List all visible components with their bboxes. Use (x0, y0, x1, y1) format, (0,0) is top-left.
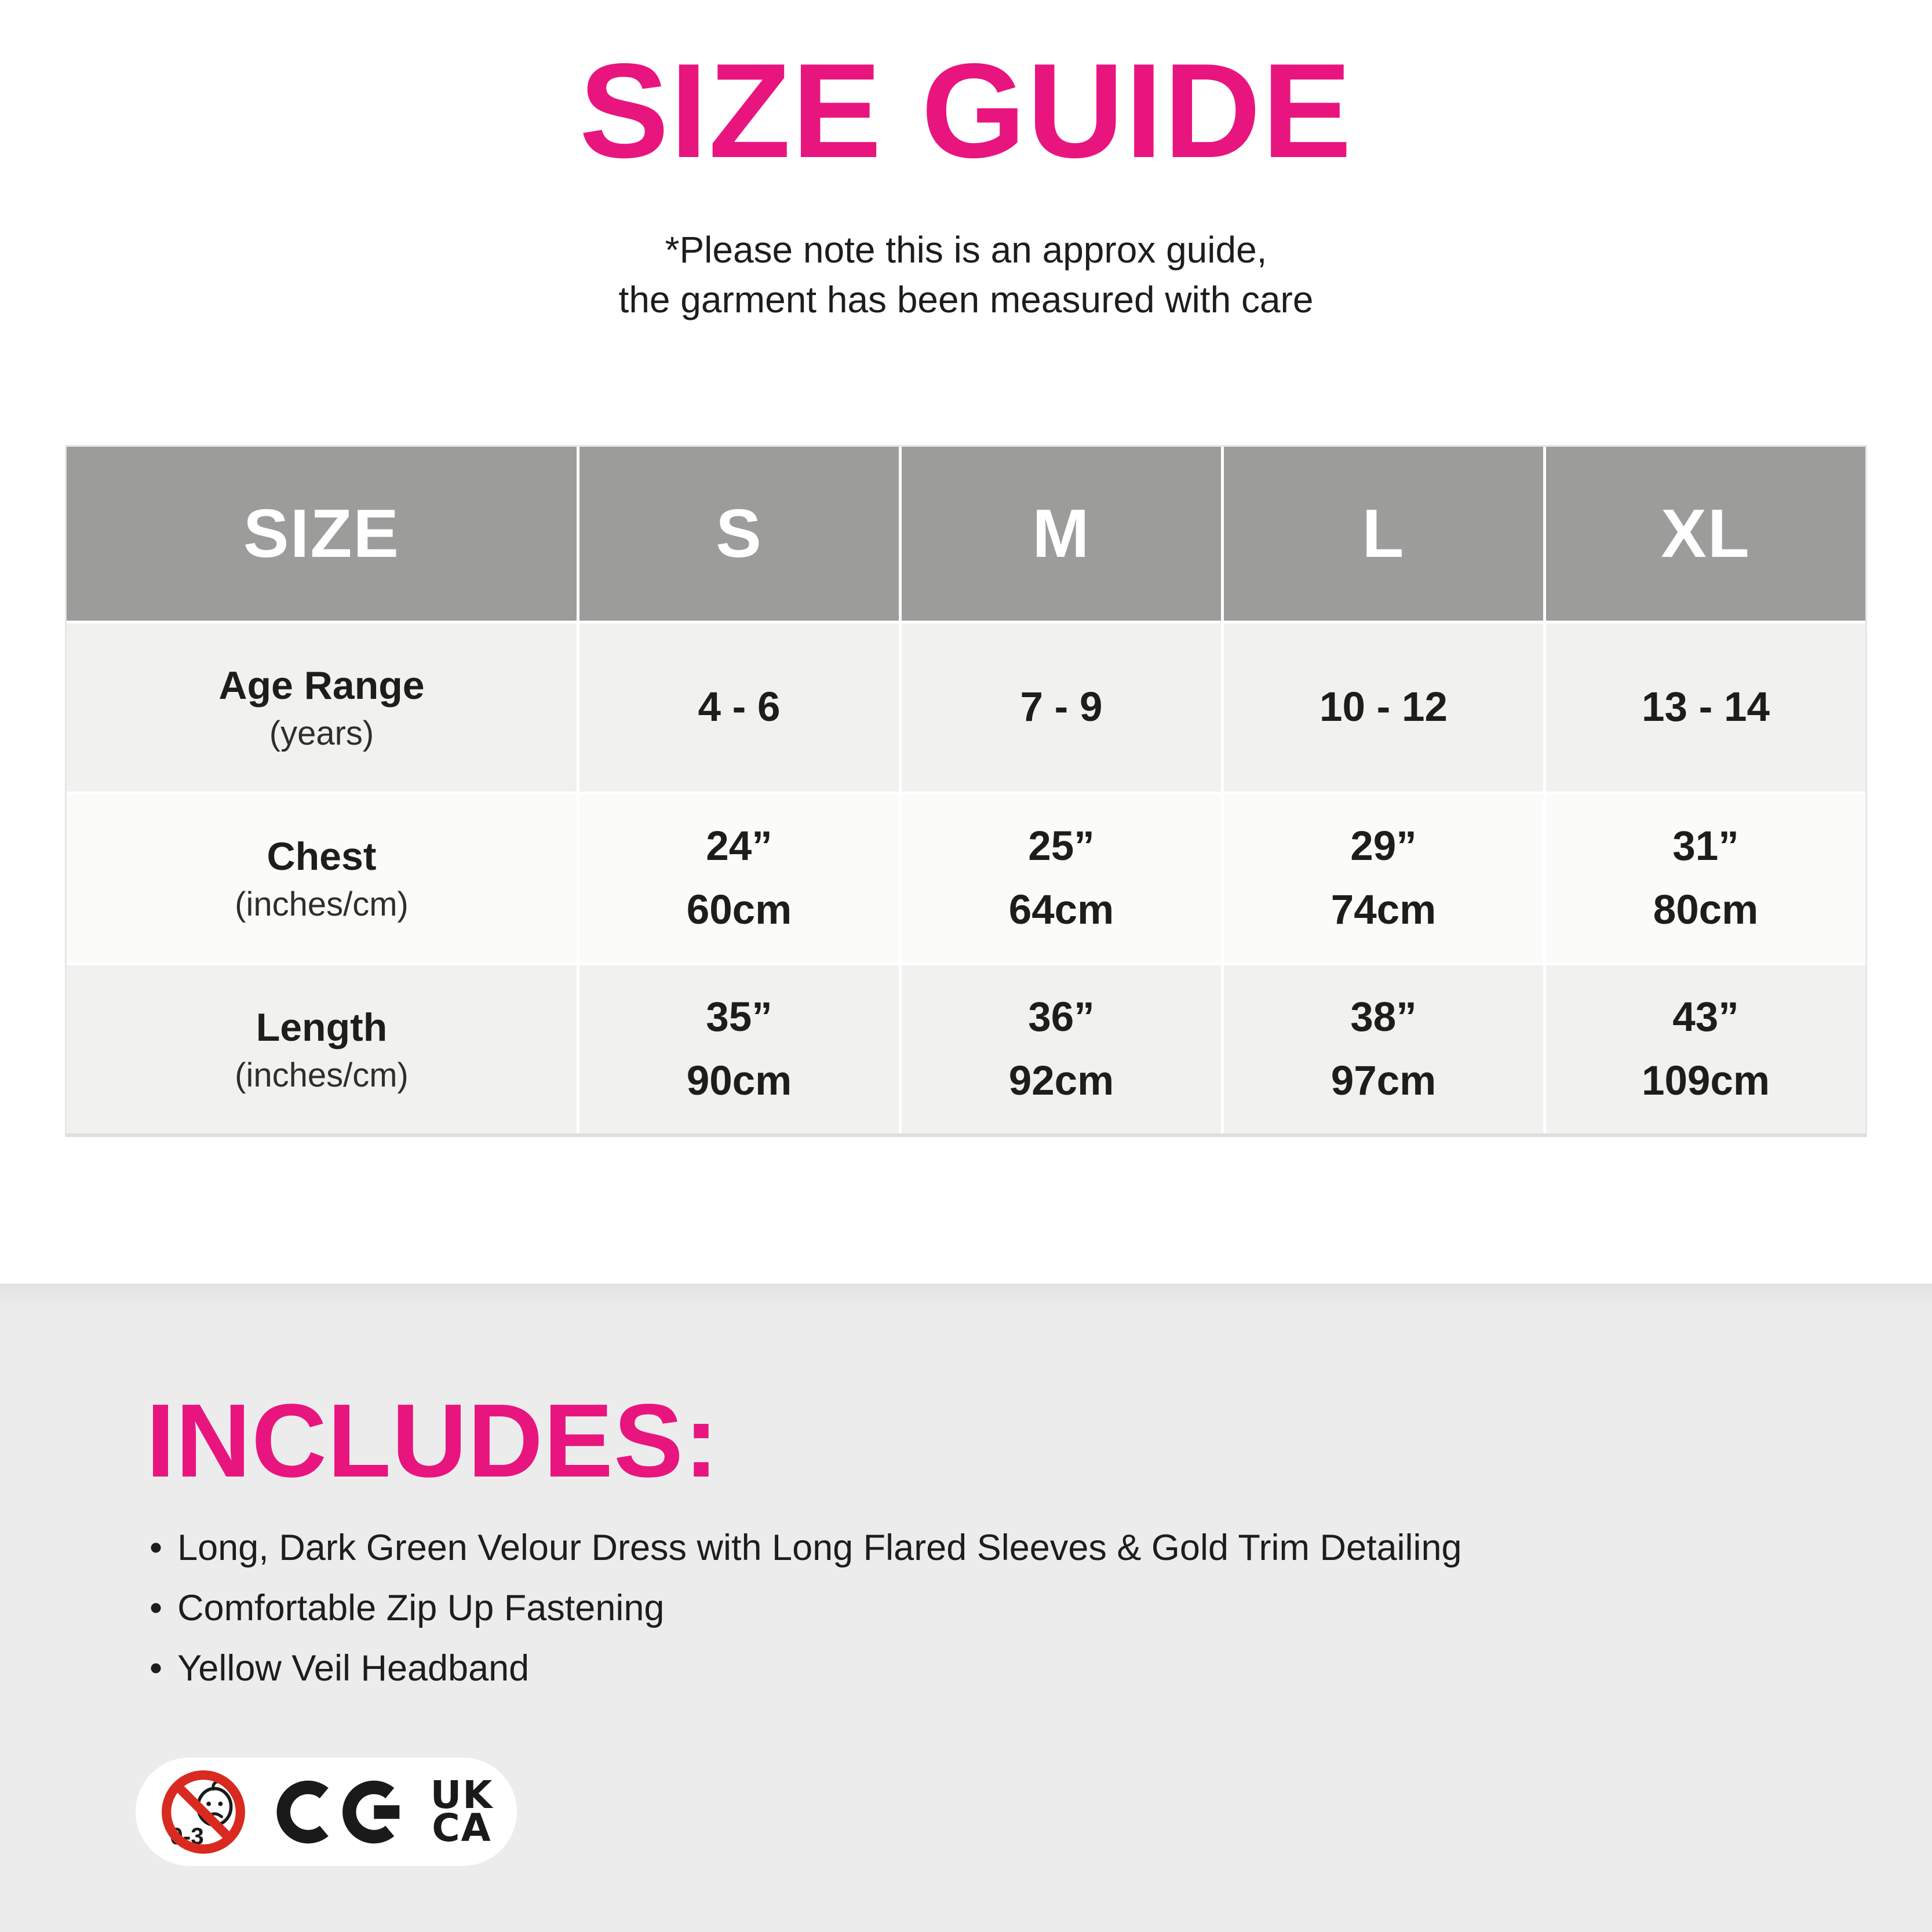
age-m-value: 7 - 9 (1020, 684, 1103, 730)
column-header-size: SIZE (67, 447, 577, 621)
length-m-cm: 92cm (1008, 1058, 1114, 1104)
page-title: SIZE GUIDE (579, 36, 1353, 186)
row-label-age-range (67, 624, 577, 792)
table-cell-chest-s (579, 794, 899, 963)
age-l-value: 10 - 12 (1319, 684, 1448, 730)
row-label-length (67, 965, 577, 1133)
length-s-cm: 90cm (686, 1058, 792, 1104)
chest-m-cm: 64cm (1008, 887, 1114, 933)
chest-m-inches: 25” (1028, 823, 1095, 869)
column-header-xl: XL (1546, 447, 1865, 621)
age-warning-0-3-icon (159, 1768, 247, 1856)
ukca-line2: CA (432, 1805, 492, 1850)
length-l-cm: 97cm (1330, 1058, 1437, 1104)
size-table (65, 445, 1867, 1137)
column-header-s: S (579, 447, 899, 621)
ce-mark-icon (275, 1777, 403, 1847)
table-cell-length-xl (1546, 965, 1865, 1133)
chest-s-cm: 60cm (686, 887, 792, 933)
bullet-icon: • (150, 1528, 163, 1568)
column-header-m: M (902, 447, 1221, 621)
chest-xl-cm: 80cm (1653, 887, 1759, 933)
bullet-icon: • (150, 1648, 163, 1689)
length-label: Length (256, 1005, 388, 1049)
row-label-chest (67, 794, 577, 963)
age-s-value: 4 - 6 (698, 684, 781, 730)
length-xl-inches: 43” (1672, 994, 1739, 1040)
ce-mark-icon (275, 1777, 403, 1847)
size-note (0, 225, 1932, 325)
age-range-sublabel: (years) (269, 714, 374, 752)
age-warning-label: 0-3 (169, 1822, 204, 1850)
ukca-mark-icon (430, 1773, 494, 1850)
certification-badges (136, 1758, 517, 1866)
chest-xl-inches: 31” (1672, 823, 1739, 869)
table-cell-chest-xl (1546, 794, 1865, 963)
chest-label: Chest (267, 834, 377, 878)
includes-item-3: Yellow Veil Headband (177, 1648, 530, 1689)
chest-s-inches: 24” (706, 823, 772, 869)
length-l-inches: 38” (1350, 994, 1417, 1040)
size-note-line1: *Please note this is an approx guide, (665, 229, 1267, 271)
list-item (150, 1647, 1462, 1689)
chest-l-inches: 29” (1350, 823, 1417, 869)
table-cell-chest-m (902, 794, 1221, 963)
table-cell-length-m (902, 965, 1221, 1133)
table-cell-length-s (579, 965, 899, 1133)
list-item (150, 1587, 1462, 1629)
length-sublabel: (inches/cm) (235, 1056, 409, 1094)
column-header-l: L (1224, 447, 1543, 621)
length-s-inches: 35” (706, 994, 772, 1040)
length-xl-cm: 109cm (1641, 1058, 1770, 1104)
includes-heading: INCLUDES: (146, 1383, 719, 1499)
table-cell-age-l (1224, 624, 1543, 792)
bullet-icon: • (150, 1588, 163, 1628)
chest-sublabel: (inches/cm) (235, 885, 409, 923)
table-cell-age-m (902, 624, 1221, 792)
age-xl-value: 13 - 14 (1641, 684, 1770, 730)
ukca-line1: UK (430, 1773, 494, 1818)
includes-list (150, 1527, 1462, 1708)
length-m-inches: 36” (1028, 994, 1095, 1040)
includes-item-1: Long, Dark Green Velour Dress with Long Flared Sleeves & Gold Trim Detailing (177, 1528, 1462, 1568)
age-range-label: Age Range (218, 663, 425, 708)
includes-item-2: Comfortable Zip Up Fastening (177, 1588, 665, 1628)
table-cell-chest-l (1224, 794, 1543, 963)
size-note-line2: the garment has been measured with care (618, 279, 1314, 321)
no-babies-icon (159, 1768, 247, 1856)
table-cell-age-xl (1546, 624, 1865, 792)
list-item (150, 1527, 1462, 1569)
table-cell-age-s (579, 624, 899, 792)
table-cell-length-l (1224, 965, 1543, 1133)
chest-l-cm: 74cm (1330, 887, 1437, 933)
